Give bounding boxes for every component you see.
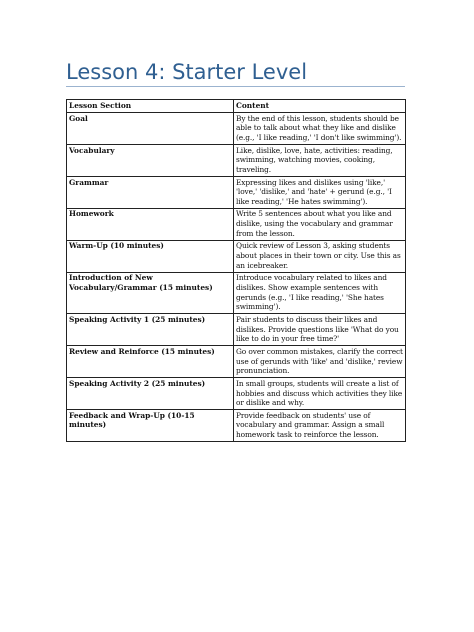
content-cell: Go over common mistakes, clarify the correct use of gerunds with 'like' and 'dislike,' review pronunciation. [234,346,406,378]
content-cell: Introduce vocabulary related to likes and dislikes. Show example sentences with gerunds (e.g., 'I like reading,' 'She hates swimming'). [234,272,406,314]
section-cell: Speaking Activity 2 (25 minutes) [67,378,234,410]
content-cell: Like, dislike, love, hate, activities: reading, swimming, watching movies, cooking, traveling. [234,144,406,176]
content-cell: Pair students to discuss their likes and dislikes. Provide questions like 'What do you like to do in your free time?' [234,314,406,346]
table-header-row [67,100,406,113]
content-cell: In small groups, students will create a list of hobbies and discuss which activities they like or dislike and why. [234,378,406,410]
column-header-section: Lesson Section [67,100,234,113]
content-cell: Provide feedback on students' use of vocabulary and grammar. Assign a small homework task to reinforce the lesson. [234,410,406,442]
table-row [67,112,406,144]
content-cell: By the end of this lesson, students should be able to talk about what they like and dislike (e.g., 'I like reading,' 'I don't like swimming'). [234,112,406,144]
table-row [67,314,406,346]
section-cell: Goal [67,112,234,144]
page-title: Lesson 4: Starter Level [66,60,308,84]
content-cell: Quick review of Lesson 3, asking students about places in their town or city. Use this as an icebreaker. [234,240,406,272]
table-row [67,144,406,176]
table-row [67,176,406,208]
section-cell: Homework [67,208,234,240]
section-cell: Warm-Up (10 minutes) [67,240,234,272]
lesson-plan-table [66,99,406,442]
section-cell: Speaking Activity 1 (25 minutes) [67,314,234,346]
section-cell: Vocabulary [67,144,234,176]
section-cell: Introduction of New Vocabulary/Grammar (15 minutes) [67,272,234,314]
table-row [67,272,406,314]
column-header-content: Content [234,100,406,113]
table-row [67,410,406,442]
table-row [67,240,406,272]
table-row [67,346,406,378]
section-cell: Feedback and Wrap-Up (10-15 minutes) [67,410,234,442]
section-cell: Review and Reinforce (15 minutes) [67,346,234,378]
table-row [67,378,406,410]
content-cell: Write 5 sentences about what you like and dislike, using the vocabulary and grammar from the lesson. [234,208,406,240]
title-divider [66,86,405,87]
table-row [67,208,406,240]
content-cell: Expressing likes and dislikes using 'like,' 'love,' 'dislike,' and 'hate' + gerund (e.g., 'I like reading,' 'He hates swimming'). [234,176,406,208]
section-cell: Grammar [67,176,234,208]
